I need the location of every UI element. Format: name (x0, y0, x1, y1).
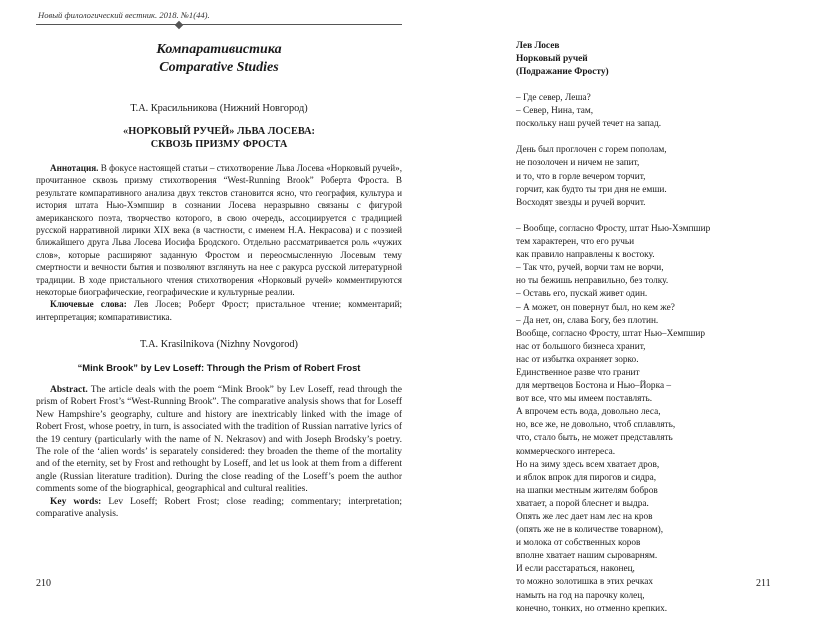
poem-stanza (516, 223, 806, 616)
poem-line: вполне хватает нашим сыроварням. (516, 551, 658, 562)
keywords-ru-text: Лев Лосев; Роберт Фрост; пристальное чтение; комментарий; интерпретация; компаративистика. (36, 299, 402, 322)
poem-line: – Север, Нина, там, (516, 106, 594, 117)
keywords-en-text: Lev Loseff; Robert Frost; close reading; commentary; interpretation; comparative analysis. (36, 496, 403, 520)
article-title-en: “Mink Brook” by Lev Loseff: Through the Prism of Robert Frost (77, 362, 361, 373)
poem-line: – Оставь его, пускай живет один. (516, 289, 648, 300)
poem-line: Восходят звезды и ручей ворчит. (516, 197, 646, 208)
poem-body (516, 92, 806, 629)
poem-title: Норковый ручей (516, 54, 588, 65)
poem-header (516, 40, 609, 79)
article-title-ru-line1: «НОРКОВЫЙ РУЧЕЙ» ЛЬВА ЛОСЕВА: (123, 126, 315, 137)
poem-line: И если расстараться, наконец, (516, 564, 635, 575)
abstract-ru-text: В фокусе настоящей статьи – стихотворение Льва Лосева «Норковый ручей», прочитанное сквозь призму стихотворения “West-Running Brook” Роберта Фроста. В результате компаративного анализа двух текстов становится ясно, что география, культура и история штата Нью-Хэмпшир в сознании Лосева неразрывно связаны с фигурой американского поэта, творчество которого, в свою очередь, ассоциируется с традицией русской нарративной лирики XIX века (в частности, с именем Н.А. Некрасова) и с поэзией ближайшего друга Льва Лосева Иосифа Бродского. Отдельно рассматривается роль «чужих слов», которые расширяют заданную Фростом и переосмысленную Лосевым тему смертности и вечности бытия и позволяют взглянуть на нее с ракурса русской литературной традиции. В ходе пристального чтения стихотворения «Норковый ручей» комментируются некоторые биографические, географические и культурные реалии. (36, 163, 402, 298)
poem-line: и то, что в горле вечером торчит, (516, 171, 646, 182)
poem-line: Единственное разве что гранит (516, 367, 640, 378)
poem-line: не позолочен и ничем не запит, (516, 158, 640, 169)
poem-line: коммерческого интереса. (516, 446, 616, 457)
poem-line: но, все же, не довольно, чтоб сплавлять, (516, 420, 676, 431)
poem-line: для мертвецов Бостона и Нью–Йорка – (516, 381, 672, 392)
poem-line: как правило направлены к востоку. (516, 250, 655, 261)
abstract-en-label: Abstract. (50, 385, 88, 395)
keywords-en-label: Key words: (50, 496, 102, 507)
poem-line: Вообще, согласно Фросту, штат Нью–Хемпшир (516, 328, 706, 339)
poem-line: то можно золотишка в этих речках (516, 577, 654, 588)
poem-line: но ты бежишь неправильно, без толку. (516, 276, 669, 287)
abstract-ru-label: Аннотация. (50, 163, 99, 173)
poem-line: тем характерен, что его ручьи (516, 237, 635, 248)
poem-line: – Вообще, согласно Фросту, штат Нью-Хэмпшир (516, 223, 711, 234)
poem-line: – А может, он повернут был, но кем же? (516, 302, 675, 313)
author-ru: Т.А. Красильникова (Нижний Новгород) (130, 103, 308, 114)
poem-line: День был проглочен с горем пополам, (516, 145, 667, 156)
poem-line: и молока от собственных коров (516, 538, 641, 549)
abstract-en-text: The article deals with the poem “Mink Brook” by Lev Loseff, read through the prism of Robert Frost’s “West-Running Brook”. The comparative analysis shows that for Loseff New Hampshire’s geography, culture and history are inextricably linked with the image of Robert Frost, whose poetry, in turn, is associated with the tradition of Russian narrative lyrics of the 19 century (particularly with the name of N. Nekrasov) and with Joseph Brodsky’s poetry. The role of the ‘alien words’ is separately considered: they broaden the theme of the mortality and of the eternity, set by Frost and rethought by Loseff, and let us look at them from a different angle (Russian literature tradition). During the close reading of the Loseff’s poem the author comments some of the biographical, geographical and cultural realities. (36, 385, 402, 495)
poem-line: – Так что, ручей, ворчи там не ворчи, (516, 263, 664, 274)
poem-line: Но на зиму здесь всем хватает дров, (516, 459, 660, 470)
section-title-ru: Компаративистика (156, 42, 282, 57)
poem-line: намыть на год на парочку колец, (516, 590, 645, 601)
poem-line: вот все, что мы имеем поставлять. (516, 394, 653, 405)
poem-author: Лев Лосев (516, 41, 560, 51)
poem-stanza (516, 144, 806, 209)
poem-line: горчит, как будто ты три дня не емши. (516, 184, 667, 195)
abstract-ru (36, 162, 402, 323)
running-head: Новый филологический вестник. 2018. №1(44). (38, 10, 210, 20)
poem-line: – Где север, Леша? (516, 93, 591, 103)
article-title-ru-line2: СКВОЗЬ ПРИЗМУ ФРОСТА (150, 139, 288, 150)
poem-line: нас от избытка охраняет зорко. (516, 354, 639, 365)
page-number-left: 210 (36, 578, 51, 589)
poem-line: – Да нет, он, слава Богу, без плотин. (516, 315, 659, 326)
page-number-right: 211 (756, 578, 771, 589)
poem-stanza (516, 92, 806, 131)
poem-line: поскольку наш ручей течет на запад. (516, 119, 662, 130)
poem-subtitle: (Подражание Фросту) (516, 67, 609, 78)
poem-line: нас от большого бизнеса хранит, (516, 341, 646, 352)
header-rule (36, 24, 402, 25)
left-page (0, 0, 410, 609)
poem-line: (опять же не в количестве товарном), (516, 525, 664, 536)
poem-line: А впрочем есть вода, довольно леса, (516, 407, 661, 418)
abstract-en (36, 384, 402, 520)
author-en: T.A. Krasilnikova (Nizhny Novgorod) (140, 339, 298, 350)
poem-line: хватает, а порой блеснет и выдра. (516, 498, 649, 509)
poem-line: и яблок впрок для пирогов и сидра, (516, 472, 657, 483)
poem-line: на шапки местным жителям бобров (516, 485, 658, 496)
poem-line: что, стало быть, не может представлять (516, 433, 673, 444)
keywords-ru-label: Ключевые слова: (50, 299, 127, 310)
right-page (410, 0, 820, 614)
poem-line: Опять же лес дает нам лес на кров (516, 512, 653, 522)
poem-line: конечно, тонких, но отменно крепких. (516, 603, 668, 614)
section-title-en: Comparative Studies (159, 60, 279, 75)
